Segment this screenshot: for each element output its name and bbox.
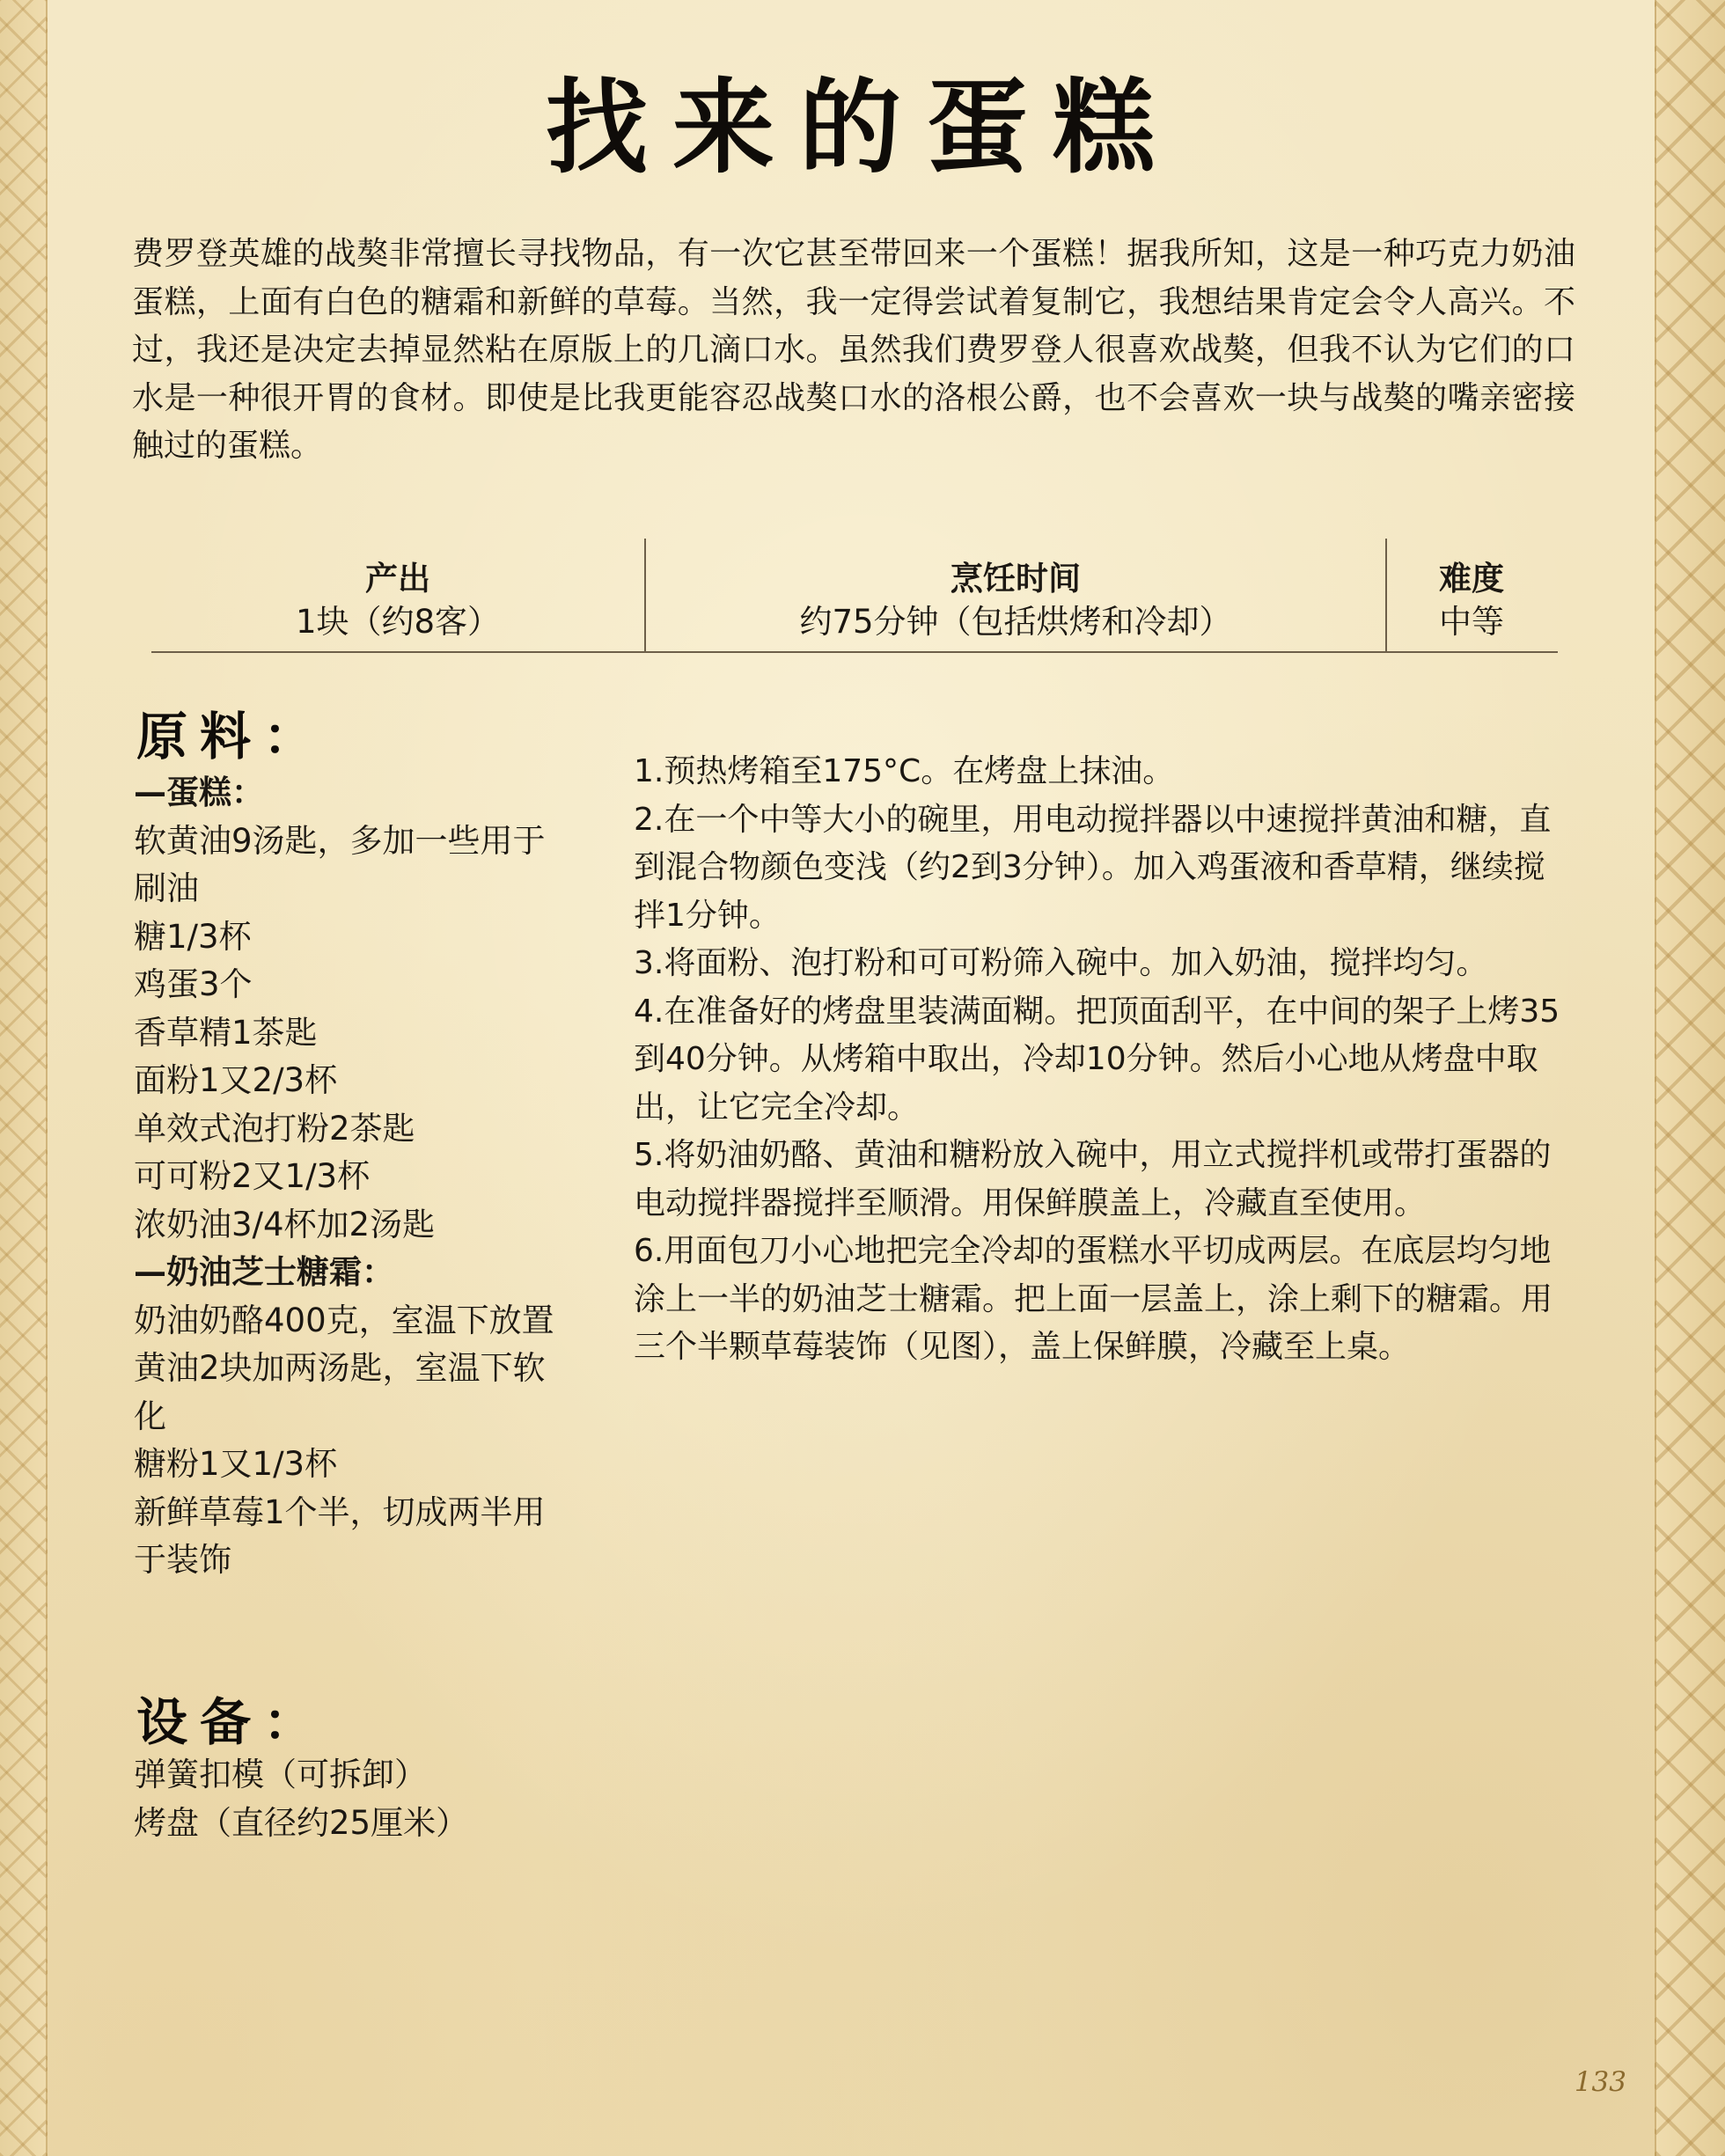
equipment-heading: 设备： (136, 1692, 327, 1752)
page-title: 找来的蛋糕 (546, 68, 1179, 187)
instruction-step: 4.在准备好的烤盘里装满面糊。把顶面刮平，在中间的架子上烤35到40分钟。从烤箱中取出，冷却10分钟。然后小心地从烤盘中取出，让它完全冷却。 (634, 993, 1560, 1126)
left-decorative-border (0, 0, 48, 2156)
ingredient-item: 奶油奶酪400克，室温下放置 (134, 1301, 554, 1339)
ingredients-list (134, 769, 574, 1585)
stat-yield (151, 539, 644, 651)
ingredient-item: 糖粉1又1/3杯 (134, 1445, 338, 1483)
recipe-stats (151, 539, 1558, 653)
ingredient-item: 单效式泡打粉2茶匙 (134, 1109, 415, 1148)
equipment-item: 烤盘（直径约25厘米） (134, 1803, 469, 1842)
ingredient-item: 浓奶油3/4杯加2汤匙 (134, 1205, 436, 1243)
equipment-item: 弹簧扣模（可拆卸） (134, 1756, 427, 1793)
ingredient-item: 糖1/3杯 (134, 917, 252, 956)
stat-label: 难度 (1439, 560, 1504, 598)
instruction-step: 6.用面包刀小心地把完全冷却的蛋糕水平切成两层。在底层均匀地涂上一半的奶油芝士糖霜。把上面一层盖上，涂上剩下的糖霜。用三个半颗草莓装饰（见图），盖上保鲜膜，冷藏至上桌。 (634, 1233, 1553, 1365)
instruction-step: 5.将奶油奶酪、黄油和糖粉放入碗中，用立式搅拌机或带打蛋器的电动搅拌器搅拌至顺滑。用保鲜膜盖上，冷藏直至使用。 (634, 1137, 1552, 1221)
ingredient-item: 软黄油9汤匙，多加一些用于刷油 (134, 821, 546, 907)
stat-difficulty (1385, 539, 1558, 651)
page-number: 133 (1574, 2066, 1626, 2098)
instruction-step: 3.将面粉、泡打粉和可可粉筛入碗中。加入奶油，搅拌均匀。 (634, 945, 1488, 981)
ingredient-item: 鸡蛋3个 (134, 965, 253, 1003)
instruction-step: 1.预热烤箱至175°C。在烤盘上抹油。 (634, 753, 1175, 789)
ingredients-heading: 原料： (136, 707, 327, 766)
instructions-list (634, 748, 1575, 1372)
stat-label: 烹饪时间 (951, 560, 1081, 598)
stat-label: 产出 (365, 560, 430, 598)
ingredient-item: 香草精1茶匙 (134, 1013, 318, 1052)
ingredient-subheading: —奶油芝士糖霜： (134, 1253, 394, 1291)
stat-cook-time (644, 539, 1387, 651)
stat-value: 中等 (1439, 603, 1504, 641)
stat-value: 1块（约8客） (295, 603, 501, 641)
ingredient-subheading: —蛋糕： (134, 774, 264, 811)
ingredient-item: 面粉1又2/3杯 (134, 1061, 338, 1099)
right-decorative-border (1655, 0, 1725, 2156)
ingredient-item: 黄油2块加两汤匙，室温下软化 (134, 1349, 546, 1435)
ingredient-item: 可可粉2又1/3杯 (134, 1157, 371, 1195)
equipment-list (134, 1751, 662, 1847)
instruction-step: 2.在一个中等大小的碗里，用电动搅拌器以中速搅拌黄油和糖，直到混合物颜色变浅（约2到3分钟）。加入鸡蛋液和香草精，继续搅拌1分钟。 (634, 801, 1552, 934)
ingredient-item: 新鲜草莓1个半，切成两半用于装饰 (134, 1492, 546, 1579)
stat-value: 约75分钟（包括烘烤和冷却） (799, 603, 1232, 641)
intro-paragraph: 费罗登英雄的战獒非常擅长寻找物品，有一次它甚至带回来一个蛋糕！据我所知，这是一种巧克力奶油蛋糕，上面有白色的糖霜和新鲜的草莓。当然，我一定得尝试着复制它，我想结果肯定会令人高兴。不过，我还是决定去掉显然粘在原版上的几滴口水。虽然我们费罗登人很喜欢战獒，但我不认为它们的口水是一种很开胃的食材。即使是比我更能容忍战獒口水的洛根公爵，也不会喜欢一块与战獒的嘴亲密接触过的蛋糕。 (132, 236, 1575, 464)
